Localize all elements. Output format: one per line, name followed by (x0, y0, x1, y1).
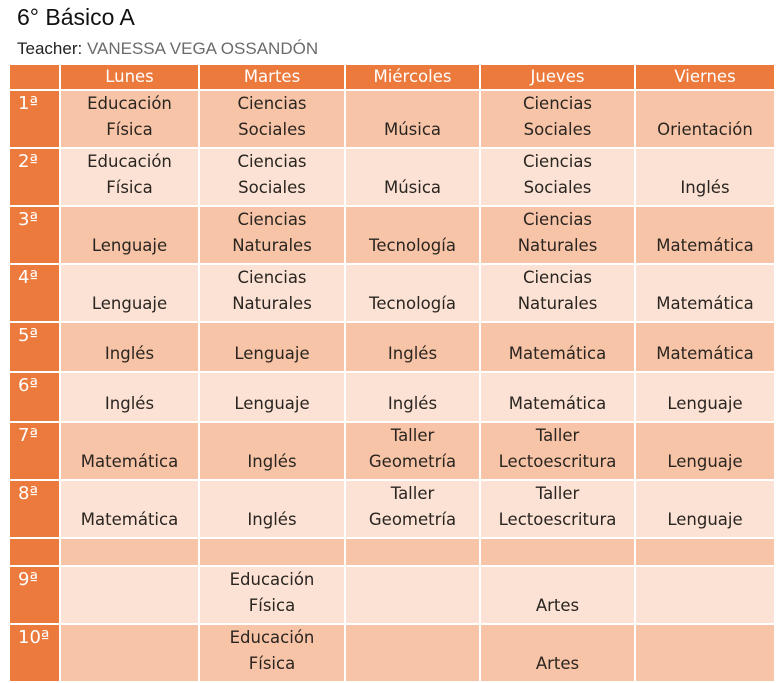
day-header-martes: Martes (199, 64, 345, 90)
subject-text: Artes (535, 654, 580, 673)
subject-cell (480, 566, 635, 624)
subject-cell (60, 90, 199, 148)
subject-cell (60, 538, 199, 566)
table-row (9, 372, 775, 422)
subject-text: Educación (229, 628, 315, 647)
subject-cell (60, 206, 199, 264)
subject-text: Educación (87, 152, 172, 171)
subject-cell (480, 422, 635, 480)
subject-cell (199, 90, 345, 148)
subject-text: Ciencias (522, 210, 593, 229)
subject-text: Física (106, 120, 153, 139)
subject-cell (60, 264, 199, 322)
subject-cell (199, 480, 345, 538)
subject-cell (199, 206, 345, 264)
table-row (9, 480, 775, 538)
subject-text: Taller (535, 484, 580, 503)
subject-cell (635, 206, 775, 264)
subject-text: Física (106, 178, 153, 197)
subject-text: Matemática (508, 344, 607, 363)
schedule-table (8, 63, 776, 683)
day-header-viernes: Viernes (635, 64, 775, 90)
subject-cell (635, 566, 775, 624)
subject-cell (345, 566, 480, 624)
teacher-label: Teacher: (17, 39, 83, 58)
subject-text: Sociales (238, 178, 306, 197)
subject-text: Ciencias (237, 94, 307, 113)
subject-text: Sociales (238, 120, 306, 139)
subject-cell (199, 422, 345, 480)
subject-text: Inglés (247, 452, 297, 471)
subject-text: Ciencias (522, 268, 593, 287)
subject-cell (480, 206, 635, 264)
subject-cell (345, 148, 480, 206)
table-row (9, 206, 775, 264)
period-cell: 4ª (9, 264, 60, 322)
subject-text: Naturales (232, 294, 312, 313)
subject-cell (199, 624, 345, 682)
subject-text: Naturales (232, 236, 312, 255)
table-row (9, 148, 775, 206)
period-cell: 5ª (9, 322, 60, 372)
subject-cell (345, 480, 480, 538)
day-header-lunes: Lunes (60, 64, 199, 90)
subject-text: Ciencias (522, 152, 593, 171)
subject-text: Ciencias (237, 210, 307, 229)
table-row (9, 90, 775, 148)
subject-text: Inglés (680, 178, 730, 197)
subject-cell (199, 566, 345, 624)
table-row (9, 624, 775, 682)
subject-cell (345, 264, 480, 322)
subject-text: Inglés (387, 344, 438, 363)
subject-cell (635, 480, 775, 538)
period-cell: 9ª (9, 566, 60, 624)
subject-cell (635, 538, 775, 566)
subject-cell (480, 148, 635, 206)
subject-cell (480, 624, 635, 682)
subject-cell (60, 372, 199, 422)
subject-cell (480, 322, 635, 372)
subject-text: Lenguaje (667, 394, 743, 413)
subject-text: Lenguaje (91, 294, 168, 313)
subject-cell (60, 422, 199, 480)
subject-text: Tecnología (369, 294, 456, 313)
subject-text: Lectoescritura (498, 510, 617, 529)
table-row (9, 264, 775, 322)
subject-cell (199, 148, 345, 206)
subject-text: Inglés (104, 344, 155, 363)
subject-text: Sociales (523, 120, 592, 139)
subject-text: Taller (535, 426, 580, 445)
subject-cell (345, 90, 480, 148)
subject-text: Sociales (523, 178, 592, 197)
subject-text: Ciencias (237, 152, 307, 171)
subject-cell (199, 322, 345, 372)
subject-text: Orientación (657, 120, 753, 139)
subject-text: Inglés (247, 510, 297, 529)
subject-text: Física (248, 596, 296, 615)
subject-text: Naturales (517, 236, 598, 255)
subject-text: Matemática (80, 452, 179, 471)
subject-text: Lenguaje (667, 510, 743, 529)
subject-cell (480, 264, 635, 322)
subject-cell (635, 422, 775, 480)
period-cell: 10ª (9, 624, 60, 682)
subject-cell (60, 480, 199, 538)
subject-cell (199, 538, 345, 566)
subject-text: Tecnología (369, 236, 456, 255)
day-header-miercoles: Miércoles (345, 64, 480, 90)
subject-cell (345, 538, 480, 566)
subject-cell (480, 372, 635, 422)
teacher-line (17, 38, 318, 60)
subject-text: Taller (390, 484, 435, 503)
subject-text: Ciencias (237, 268, 307, 287)
subject-cell (635, 148, 775, 206)
subject-cell (60, 148, 199, 206)
period-cell: 7ª (9, 422, 60, 480)
subject-text: Naturales (517, 294, 598, 313)
subject-cell (60, 624, 199, 682)
subject-text: Educación (229, 570, 315, 589)
subject-text: Matemática (80, 510, 179, 529)
subject-text: Inglés (387, 394, 438, 413)
subject-text: Música (383, 178, 442, 197)
subject-cell (60, 566, 199, 624)
subject-text: Matemática (656, 294, 754, 313)
teacher-name: VANESSA VEGA OSSANDÓN (86, 39, 319, 58)
subject-text: Lenguaje (234, 394, 310, 413)
period-cell: 1ª (9, 90, 60, 148)
subject-text: Lenguaje (234, 344, 310, 363)
subject-text: Matemática (508, 394, 607, 413)
table-row (9, 322, 775, 372)
table-row (9, 566, 775, 624)
subject-cell (345, 206, 480, 264)
subject-text: Geometría (368, 452, 457, 471)
page-title: 6° Básico A (17, 4, 135, 30)
subject-text: Matemática (656, 236, 754, 255)
subject-cell (480, 538, 635, 566)
subject-cell (635, 624, 775, 682)
period-cell (9, 538, 60, 566)
subject-text: Educación (87, 94, 172, 113)
period-cell: 8ª (9, 480, 60, 538)
subject-cell (480, 90, 635, 148)
subject-cell (199, 372, 345, 422)
period-cell: 2ª (9, 148, 60, 206)
subject-text: Geometría (368, 510, 457, 529)
subject-cell (635, 264, 775, 322)
subject-cell (635, 372, 775, 422)
subject-text: Lenguaje (667, 452, 743, 471)
header-row (9, 64, 775, 90)
subject-text: Matemática (656, 344, 754, 363)
subject-cell (635, 90, 775, 148)
subject-cell (480, 480, 635, 538)
subject-text: Taller (390, 426, 435, 445)
period-cell: 6ª (9, 372, 60, 422)
subject-text: Lenguaje (91, 236, 168, 255)
subject-cell (345, 322, 480, 372)
subject-text: Ciencias (522, 94, 593, 113)
subject-text: Física (248, 654, 296, 673)
period-cell: 3ª (9, 206, 60, 264)
subject-cell (199, 264, 345, 322)
corner-cell (9, 64, 60, 90)
day-header-jueves: Jueves (480, 64, 635, 90)
subject-cell (345, 624, 480, 682)
subject-text: Lectoescritura (498, 452, 617, 471)
subject-cell (635, 322, 775, 372)
subject-text: Artes (535, 596, 580, 615)
table-row (9, 422, 775, 480)
subject-cell (345, 422, 480, 480)
subject-cell (345, 372, 480, 422)
table-row (9, 538, 775, 566)
subject-text: Música (383, 120, 442, 139)
subject-cell (60, 322, 199, 372)
subject-text: Inglés (104, 394, 155, 413)
